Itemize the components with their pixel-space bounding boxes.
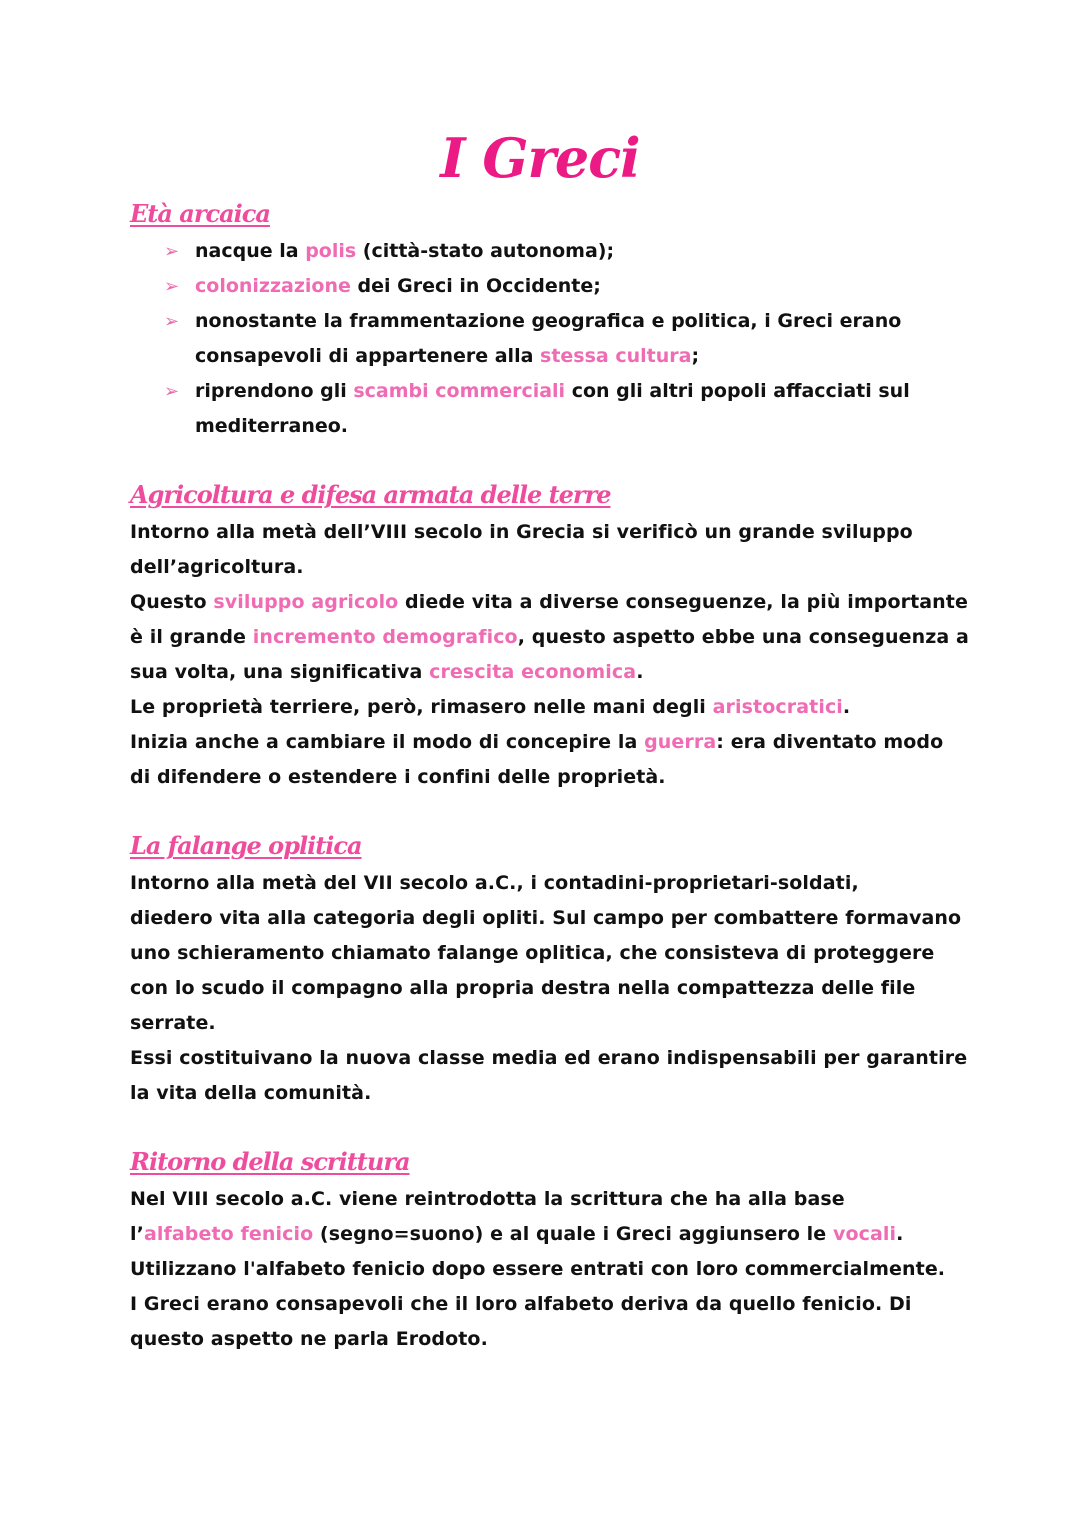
text-segment: Questo — [130, 591, 214, 613]
text-segment: ; — [691, 345, 700, 367]
text-line — [130, 655, 960, 690]
highlighted-term: polis — [305, 240, 357, 262]
text-line — [130, 515, 960, 550]
text-segment: l’ — [130, 1223, 144, 1245]
list-item — [164, 374, 964, 444]
highlighted-term: alfabeto fenicio — [143, 1223, 314, 1245]
text-line — [130, 1217, 960, 1252]
arrow-bullet-icon: ➢ — [164, 241, 180, 262]
text-line — [130, 1322, 960, 1357]
list-item — [164, 234, 964, 269]
text-line — [130, 1182, 960, 1217]
text-line — [130, 1076, 960, 1111]
text-line — [130, 760, 960, 795]
list-item — [164, 304, 964, 374]
highlighted-term: vocali — [833, 1223, 897, 1245]
text-segment: di difendere o estendere i confini delle proprietà. — [130, 766, 666, 788]
text-segment: nacque la — [195, 240, 306, 262]
page-title: I Greci — [440, 126, 640, 190]
text-line — [130, 971, 960, 1006]
text-segment: mediterraneo. — [195, 415, 349, 437]
text-line — [130, 585, 968, 620]
section-heading-eta-arcaica: Età arcaica — [130, 199, 270, 228]
text-line — [130, 866, 960, 901]
paragraph-falange — [130, 866, 968, 1111]
text-line — [130, 725, 960, 760]
text-line — [130, 1006, 960, 1041]
text-line — [130, 1041, 968, 1076]
text-segment: dei Greci in Occidente; — [350, 275, 601, 297]
text-line — [130, 690, 960, 725]
text-segment: , questo aspetto ebbe una conseguenza a — [517, 626, 969, 648]
text-segment: Nel VIII secolo a.C. viene reintrodotta la scrittura che ha alla base — [130, 1188, 845, 1210]
paragraph-scrittura — [130, 1182, 960, 1357]
text-segment: Intorno alla metà dell’VIII secolo in Grecia si verificò un grande sviluppo — [130, 521, 913, 543]
text-line — [130, 901, 960, 936]
arrow-bullet-icon: ➢ — [164, 381, 180, 402]
paragraph-agricoltura — [130, 515, 969, 795]
text-segment: riprendono gli — [195, 380, 354, 402]
arrow-bullet-icon: ➢ — [164, 276, 180, 297]
bullet-list — [164, 234, 964, 444]
highlighted-term: aristocratici — [712, 696, 843, 718]
text-segment: . — [896, 1223, 904, 1245]
text-line — [195, 269, 964, 304]
text-line — [130, 1287, 960, 1322]
text-segment: (segno=suono) e al quale i Greci aggiunsero le — [313, 1223, 833, 1245]
text-line — [130, 936, 960, 971]
text-segment: I Greci erano consapevoli che il loro alfabeto deriva da quello fenicio. Di — [130, 1293, 912, 1315]
text-segment: questo aspetto ne parla Erodoto. — [130, 1328, 488, 1350]
text-segment: con gli altri popoli affacciati sul — [565, 380, 910, 402]
highlighted-term: stessa cultura — [540, 345, 692, 367]
text-segment: . — [842, 696, 851, 718]
text-segment: diedero vita alla categoria degli opliti. Sul campo per combattere formavano — [130, 907, 962, 929]
text-segment: Intorno alla metà del VII secolo a.C., i contadini-proprietari-soldati, — [130, 872, 859, 894]
text-line — [130, 620, 969, 655]
text-line — [195, 409, 964, 444]
text-line — [130, 1252, 960, 1287]
highlighted-term: colonizzazione — [195, 275, 351, 297]
text-segment: Inizia anche a cambiare il modo di concepire la — [130, 731, 645, 753]
text-segment: Essi costituivano la nuova classe media ed erano indispensabili per garantire — [130, 1047, 968, 1069]
text-segment: è il grande — [130, 626, 253, 648]
highlighted-term: incremento demografico — [252, 626, 518, 648]
text-segment: consapevoli di appartenere alla — [195, 345, 541, 367]
text-segment: (città-stato autonoma); — [356, 240, 615, 262]
text-line — [130, 550, 960, 585]
text-segment: nonostante la frammentazione geografica e politica, i Greci erano — [195, 310, 902, 332]
text-segment: : era diventato modo — [716, 731, 944, 753]
text-line — [195, 374, 964, 409]
text-segment: la vita della comunità. — [130, 1082, 372, 1104]
text-segment: con lo scudo il compagno alla propria destra nella compattezza delle file — [130, 977, 916, 999]
list-item — [164, 269, 964, 304]
text-segment: serrate. — [130, 1012, 216, 1034]
section-heading-agricoltura: Agricoltura e difesa armata delle terre — [130, 480, 611, 509]
text-line — [195, 304, 964, 339]
text-segment: diede vita a diverse conseguenze, la più importante — [398, 591, 968, 613]
text-line — [195, 339, 964, 374]
text-segment: . — [636, 661, 644, 683]
text-segment: dell’agricoltura. — [130, 556, 304, 578]
text-line — [195, 234, 964, 269]
highlighted-term: guerra — [644, 731, 717, 753]
highlighted-term: crescita economica — [429, 661, 637, 683]
arrow-bullet-icon: ➢ — [164, 311, 180, 332]
text-segment: Utilizzano l'alfabeto fenicio dopo essere entrati con loro commercialmente. — [130, 1258, 946, 1280]
text-segment: Le proprietà terriere, però, rimasero nelle mani degli — [130, 696, 713, 718]
section-heading-falange: La falange oplitica — [130, 831, 362, 860]
text-segment: sua volta, una significativa — [130, 661, 430, 683]
text-segment: uno schieramento chiamato falange oplitica, che consisteva di proteggere — [130, 942, 935, 964]
highlighted-term: scambi commerciali — [353, 380, 566, 402]
section-heading-scrittura: Ritorno della scrittura — [130, 1147, 410, 1176]
highlighted-term: sviluppo agricolo — [213, 591, 399, 613]
